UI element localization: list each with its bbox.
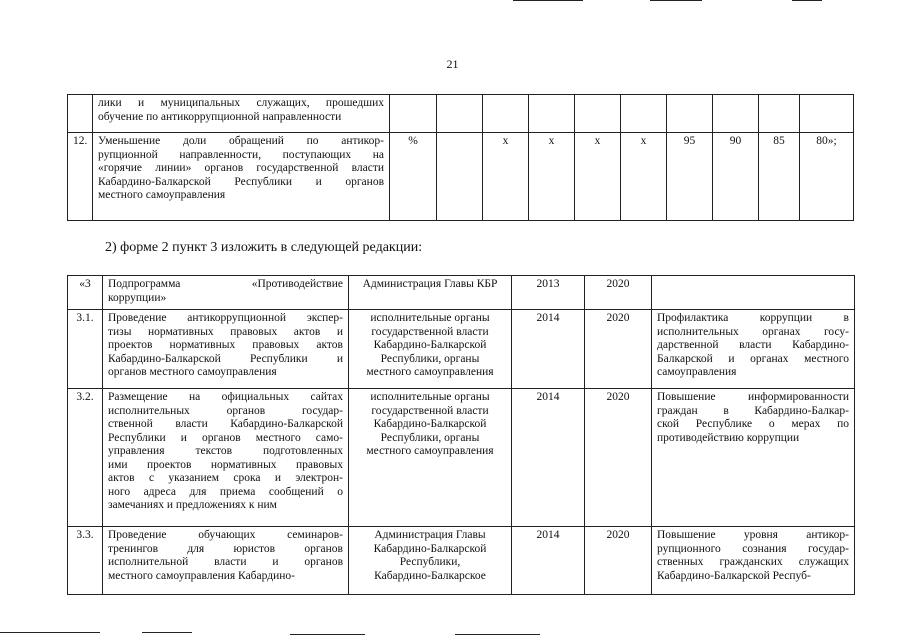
- executor-text-line: государственной власти: [371, 404, 489, 417]
- executor-text-line: местного самоуправления: [366, 445, 494, 457]
- start-year: 2014: [512, 527, 585, 595]
- executor-cell: [349, 276, 512, 310]
- measures-table: [67, 275, 855, 595]
- measure-text-line: Подпрограмма «Противодействие: [108, 278, 343, 290]
- start-year: 2014: [512, 310, 585, 389]
- value-cell: [575, 95, 621, 133]
- result-text-line: противодействию коррупции: [657, 431, 800, 444]
- indicator-text-line: Уменьшение доли обращений по антикор-: [98, 135, 384, 147]
- indicator-name: [93, 133, 390, 221]
- end-year: 2020: [585, 389, 652, 527]
- measure-text-line: ного адреса для приема сообщений о: [108, 485, 343, 498]
- table-row: [68, 133, 854, 221]
- measure-text-line: ственной власти Кабардино-Балкарской: [108, 418, 343, 430]
- value-cell: 90: [713, 133, 759, 221]
- executor-text-line: исполнительные органы: [370, 391, 490, 403]
- executor-text-line: государственной власти: [371, 325, 489, 338]
- measure-name: [103, 527, 349, 595]
- executor-text-line: Кабардино-Балкарской: [373, 542, 487, 555]
- result-cell: [652, 310, 855, 389]
- value-cell: [667, 95, 713, 133]
- result-text-line: дарственной власти Кабардино-: [657, 339, 849, 351]
- scan-mark-bottom-4: [455, 634, 540, 635]
- executor-text-line: Кабардино-Балкарское: [374, 569, 486, 582]
- measure-text-line: Проведение обучающих семинаров-: [108, 529, 343, 541]
- row-number: 3.1.: [68, 310, 103, 389]
- result-text-line: ской Республике о мерах по: [657, 418, 849, 430]
- measures-table-body: [68, 276, 855, 595]
- executor-text-line: местного самоуправления: [366, 366, 494, 378]
- measure-text-line: управления текстов подготовленных: [108, 445, 343, 457]
- value-cell: [621, 95, 667, 133]
- result-text-line: Балкарской и органах местного: [657, 352, 849, 365]
- measure-text-line: коррупции»: [108, 291, 167, 304]
- scan-mark-bottom-1: [0, 632, 100, 633]
- executor-text-line: Республики, органы: [380, 431, 480, 444]
- row-number: 3.3.: [68, 527, 103, 595]
- result-text-line: исполнительных органах госу-: [657, 325, 849, 338]
- value-cell: x: [621, 133, 667, 221]
- executor-cell: [349, 527, 512, 595]
- value-cell: x: [483, 133, 529, 221]
- indicator-text-line: Кабардино-Балкарской Республики и органов: [98, 175, 384, 188]
- executor-text-line: Республики,: [399, 556, 461, 568]
- result-text-line: ственных гражданских служащих: [657, 556, 849, 568]
- table-row: [68, 310, 855, 389]
- indicator-text-line: обучение по антикоррупционной направленности: [98, 110, 342, 123]
- page-number: 21: [446, 57, 459, 71]
- table-row: [68, 95, 854, 133]
- row-number: «3: [68, 276, 103, 310]
- result-text-line: самоуправления: [657, 366, 737, 378]
- result-text-line: граждан в Кабардино-Балкар-: [657, 404, 849, 417]
- measure-text-line: ими проектов нормативных правовых: [108, 458, 343, 471]
- measure-text-line: органов местного самоуправления: [108, 366, 277, 378]
- value-cell: [800, 95, 854, 133]
- measure-text-line: Кабардино-Балкарской Республики и: [108, 352, 343, 365]
- executor-cell: [349, 389, 512, 527]
- executor-text-line: Кабардино-Балкарской: [373, 418, 487, 430]
- measure-text-line: местного самоуправления Кабардино-: [108, 569, 295, 582]
- result-cell: [652, 389, 855, 527]
- measure-name: [103, 310, 349, 389]
- result-text-line: Профилактика коррупции в: [657, 312, 849, 324]
- scan-mark-bottom-3: [290, 634, 365, 635]
- end-year: 2020: [585, 527, 652, 595]
- value-cell: 80»;: [800, 133, 854, 221]
- executor-text-line: Республики, органы: [380, 352, 480, 365]
- executor-text-line: Администрация Главы: [374, 529, 486, 541]
- measure-text-line: тизы нормативных правовых актов и: [108, 325, 343, 338]
- measure-text-line: замечаниях и предложениях к ним: [108, 499, 277, 511]
- measure-text-line: актов с указанием срока и электрон-: [108, 472, 343, 484]
- measure-text-line: Республики и органов местного само-: [108, 431, 343, 444]
- indicator-text-line: «горячие линии» органов государственной власти: [98, 162, 384, 174]
- executor-text-line: Кабардино-Балкарской: [373, 339, 487, 351]
- measure-text-line: Проведение антикоррупционной экспер-: [108, 312, 343, 324]
- table-row: [68, 389, 855, 527]
- scan-mark-top-2: [650, 0, 702, 1]
- result-text-line: Повышение уровня антикор-: [657, 529, 849, 541]
- measure-text-line: тренингов для юристов органов: [108, 542, 343, 555]
- measure-name: [103, 276, 349, 310]
- value-cell: x: [529, 133, 575, 221]
- start-year: 2013: [512, 276, 585, 310]
- measure-text-line: Размещение на официальных сайтах: [108, 391, 343, 403]
- indicator-name: [93, 95, 390, 133]
- row-number: 3.2.: [68, 389, 103, 527]
- indicator-text-line: лики и муниципальных служащих, прошедших: [98, 97, 384, 109]
- measure-name: [103, 389, 349, 527]
- value-cell: [529, 95, 575, 133]
- result-text-line: Кабардино-Балкарской Респуб-: [657, 569, 811, 582]
- start-year: 2014: [512, 389, 585, 527]
- scan-mark-bottom-2: [142, 632, 192, 633]
- executor-text-line: Администрация Главы КБР: [362, 278, 498, 290]
- value-cell: [437, 133, 483, 221]
- indicators-table-body: [68, 95, 854, 221]
- value-cell: [759, 95, 800, 133]
- table-row: [68, 527, 855, 595]
- value-cell: x: [575, 133, 621, 221]
- scan-mark-top-1: [513, 0, 583, 1]
- section-heading: 2) форме 2 пункт 3 изложить в следующей редакции:: [105, 240, 423, 255]
- result-text-line: рупционного сознания государ-: [657, 542, 849, 555]
- value-cell: [483, 95, 529, 133]
- executor-text-line: исполнительные органы: [370, 312, 490, 324]
- value-cell: 95: [667, 133, 713, 221]
- executor-cell: [349, 310, 512, 389]
- result-text-line: Повышение информированности: [657, 391, 849, 403]
- unit-cell: %: [390, 133, 437, 221]
- unit-cell: [390, 95, 437, 133]
- result-cell: [652, 527, 855, 595]
- value-cell: [437, 95, 483, 133]
- table-row: [68, 276, 855, 310]
- value-cell: 85: [759, 133, 800, 221]
- measure-text-line: проектов нормативных правовых актов: [108, 339, 343, 351]
- end-year: 2020: [585, 310, 652, 389]
- row-number: 12.: [68, 133, 93, 221]
- indicator-text-line: местного самоуправления: [98, 189, 226, 201]
- indicators-table: [67, 94, 854, 221]
- indicator-text-line: рупционной направленности, поступающих на: [98, 148, 384, 161]
- measure-text-line: исполнительной власти и органов: [108, 556, 343, 568]
- result-cell: [652, 276, 855, 310]
- scan-mark-top-3: [792, 0, 822, 1]
- row-number: [68, 95, 93, 133]
- measure-text-line: исполнительных органов государ-: [108, 404, 343, 417]
- end-year: 2020: [585, 276, 652, 310]
- value-cell: [713, 95, 759, 133]
